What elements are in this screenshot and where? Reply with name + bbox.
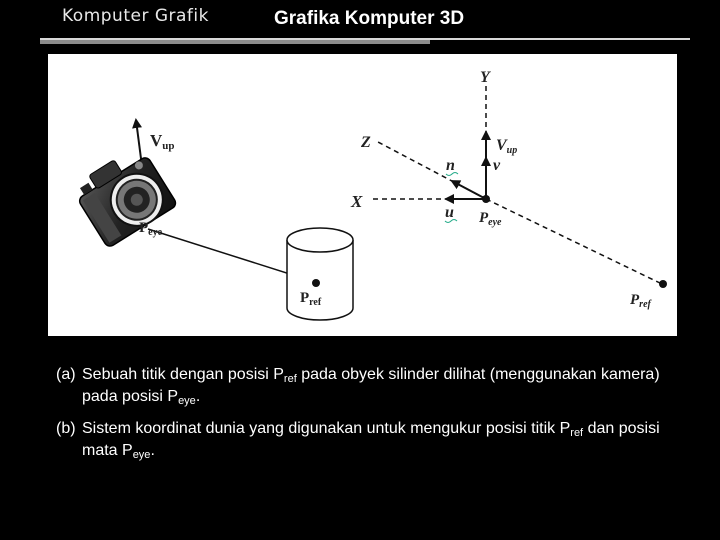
v-vector-label: v [493, 157, 501, 174]
captions [56, 364, 696, 472]
caption-b: (b) Sistem koordinat dunia yang digunakan untuk mengukur posisi titik $P_{ref}$ dan posisi mata $P_{eye}$. [56, 420, 660, 461]
world-vup-label: Vup [496, 137, 518, 156]
cylinder-pref-label: $P_{ref}$ [300, 290, 322, 308]
header-accent-bar [40, 40, 430, 44]
world-pref-point [659, 280, 667, 288]
viewing-diagram [48, 54, 677, 336]
world-peye-point [482, 195, 490, 203]
cylinder-pref-point [312, 279, 320, 287]
u-vector-label: u [445, 204, 454, 221]
page-title: Grafika Komputer 3D [274, 8, 465, 29]
caption-b-label: (b) [56, 420, 76, 437]
x-axis-label: X [351, 192, 363, 211]
y-axis-label: Y [480, 69, 490, 86]
world-peye-label: $P_{eye}$ [479, 210, 502, 228]
caption-a-label: (a) [56, 366, 76, 383]
course-title: Komputer Grafik [62, 6, 209, 26]
view-direction-line [486, 199, 662, 284]
n-vector [452, 181, 486, 199]
world-pref-label: $P_{ref}$ [630, 292, 651, 310]
world-axes [370, 86, 662, 284]
camera-vup-label: Vup [150, 131, 175, 152]
camera-peye-label: $P_{eye}$ [139, 220, 163, 238]
z-axis-label: Z [361, 134, 371, 151]
viewing-figure [48, 54, 677, 336]
caption-a: (a) Sebuah titik dengan posisi $P_{ref}$ pada obyek silinder dilihat (menggunakan kamera) pada posisi $P_{eye}$. [56, 366, 660, 407]
n-vector-label: n [446, 157, 455, 174]
